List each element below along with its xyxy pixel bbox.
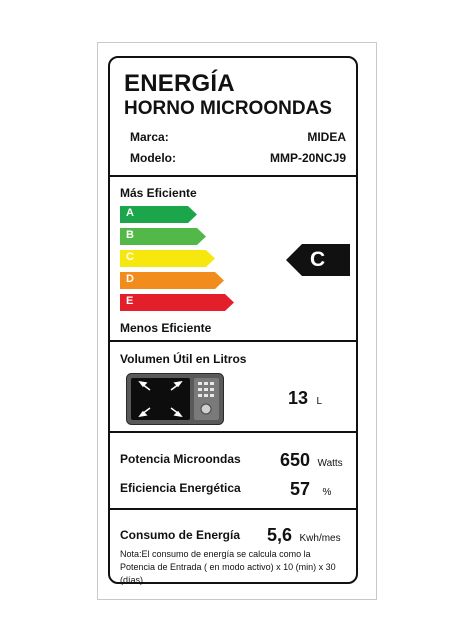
consumption-note: Nota:El consumo de energía se calcula como la Potencia de Entrada ( en modo activo) x 10 (min) x 30 (días). — [120, 549, 336, 585]
class-letter-a: A — [126, 207, 134, 219]
consumption-readout — [267, 525, 341, 546]
brand-value: MIDEA — [307, 130, 346, 144]
class-bar-d — [120, 272, 225, 289]
efficiency-label: Eficiencia Energética — [120, 481, 241, 495]
class-bar-b — [120, 228, 207, 245]
divider — [110, 431, 356, 433]
class-letter-c: C — [126, 251, 134, 263]
label-subtitle: HORNO MICROONDAS — [124, 98, 332, 119]
model-value: MMP-20NCJ9 — [269, 151, 346, 165]
class-bar-c — [120, 250, 216, 267]
divider — [110, 340, 356, 342]
microwave-icon — [126, 373, 224, 425]
volume-value: 13 — [288, 388, 309, 408]
rating-arrow — [286, 244, 350, 276]
class-bar-a — [120, 206, 198, 223]
consumption-value: 5,6 — [267, 525, 293, 545]
efficiency-readout — [290, 479, 331, 500]
model-label: Modelo: — [130, 151, 176, 165]
divider — [110, 175, 356, 177]
divider — [110, 508, 356, 510]
class-letter-e: E — [126, 295, 134, 307]
volume-unit: L — [316, 396, 323, 407]
class-letter-b: B — [126, 229, 134, 241]
volume-readout — [288, 388, 322, 409]
scale-bottom-label: Menos Eficiente — [120, 321, 212, 335]
power-readout — [280, 450, 343, 471]
power-label: Potencia Microondas — [120, 452, 241, 466]
rating-letter: C — [310, 248, 326, 271]
power-value: 650 — [280, 450, 311, 470]
scale-top-label: Más Eficiente — [120, 186, 197, 200]
efficiency-unit: % — [322, 487, 332, 498]
volume-label: Volumen Útil en Litros — [120, 352, 247, 366]
brand-label: Marca: — [130, 130, 169, 144]
label-title: ENERGÍA — [124, 70, 235, 97]
power-unit: Watts — [317, 458, 343, 469]
class-bar-e — [120, 294, 235, 311]
consumption-unit: Kwh/mes — [299, 533, 341, 544]
class-letter-d: D — [126, 273, 134, 285]
energy-label — [108, 56, 358, 584]
efficiency-value: 57 — [290, 479, 311, 499]
consumption-label: Consumo de Energía — [120, 528, 241, 542]
